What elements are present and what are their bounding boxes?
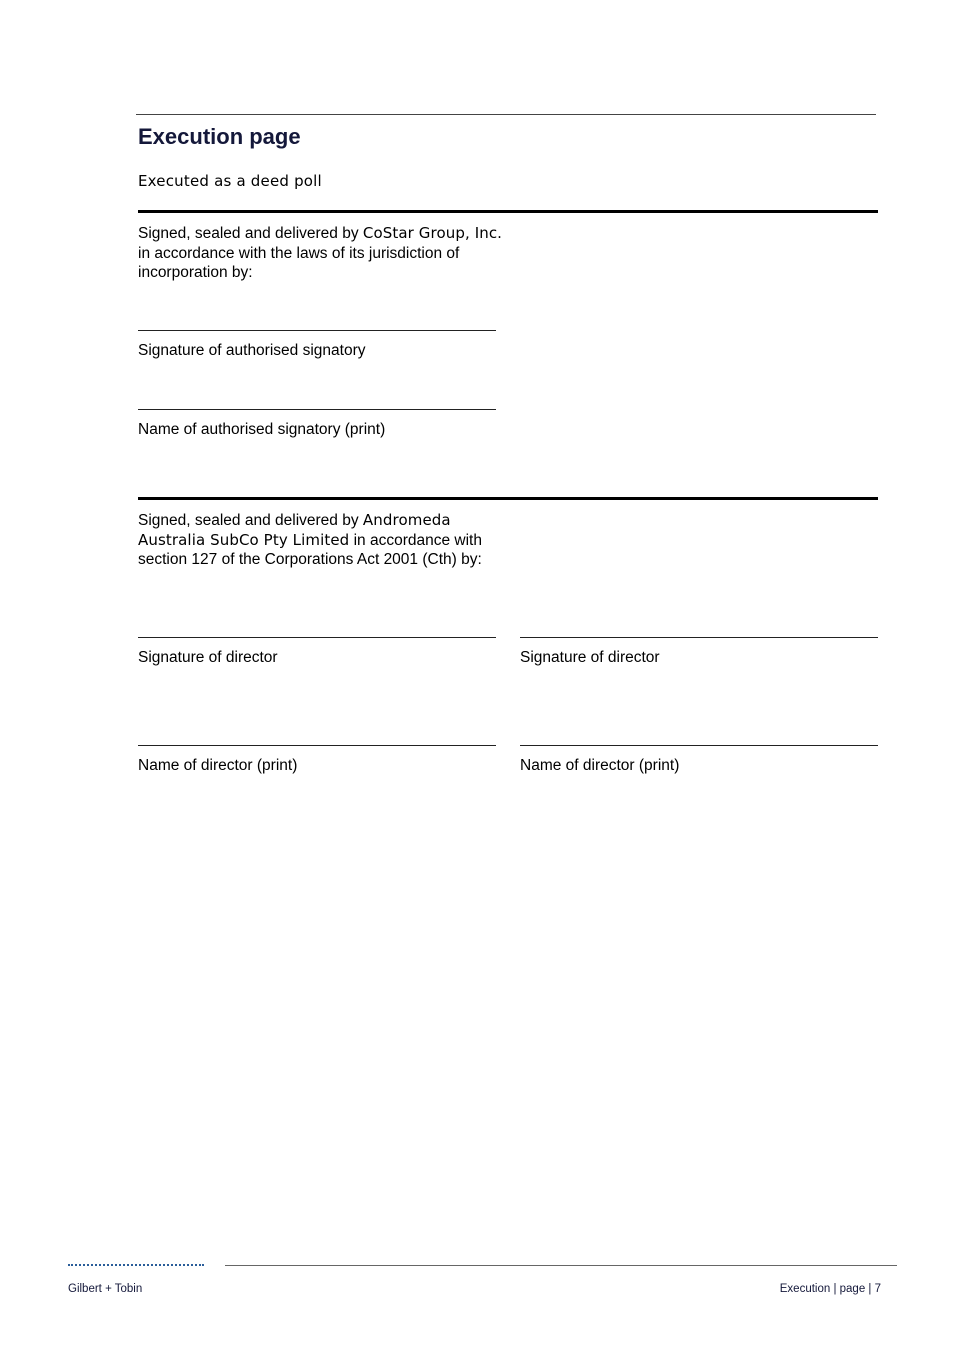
- section-divider-1: [138, 210, 878, 213]
- signature-line-authorised-signatory[interactable]: [138, 330, 496, 331]
- clause-prefix: Signed, sealed and delivered by: [138, 225, 363, 242]
- execution-clause-costar: [138, 224, 503, 283]
- clause-suffix: in accordance with the laws of its jurisdiction of incorporation by:: [138, 244, 460, 281]
- header-rule: [136, 114, 876, 115]
- signature-line-director-right[interactable]: [520, 637, 878, 638]
- party-name: Andromeda Australia SubCo Pty Limited: [138, 511, 451, 549]
- footer-firm-name: Gilbert + Tobin: [68, 1283, 143, 1295]
- page-title: Execution page: [138, 124, 301, 149]
- party-name: CoStar Group, Inc.: [362, 224, 503, 242]
- signature-line-director-left[interactable]: [138, 637, 496, 638]
- signature-label-authorised-signatory: Signature of authorised signatory: [138, 342, 366, 359]
- signature-label-director-left: Signature of director: [138, 649, 278, 666]
- clause-suffix: in accordance with section 127 of the Corporations Act 2001 (Cth) by:: [138, 531, 482, 568]
- name-line-director-right[interactable]: [520, 745, 878, 746]
- footer-dotted-rule: [68, 1264, 204, 1266]
- clause-prefix: Signed, sealed and delivered by: [138, 512, 363, 529]
- signature-label-director-right: Signature of director: [520, 649, 660, 666]
- name-label-director-right: Name of director (print): [520, 757, 680, 774]
- name-line-director-left[interactable]: [138, 745, 496, 746]
- footer-rule: [225, 1265, 897, 1266]
- name-line-authorised-signatory[interactable]: [138, 409, 496, 410]
- section-divider-2: [138, 497, 878, 500]
- page-subtitle: Executed as a deed poll: [138, 172, 322, 190]
- footer-page-reference: Execution | page | 7: [779, 1283, 881, 1295]
- execution-clause-andromeda: [138, 511, 503, 570]
- name-label-director-left: Name of director (print): [138, 757, 298, 774]
- name-label-authorised-signatory: Name of authorised signatory (print): [138, 421, 386, 438]
